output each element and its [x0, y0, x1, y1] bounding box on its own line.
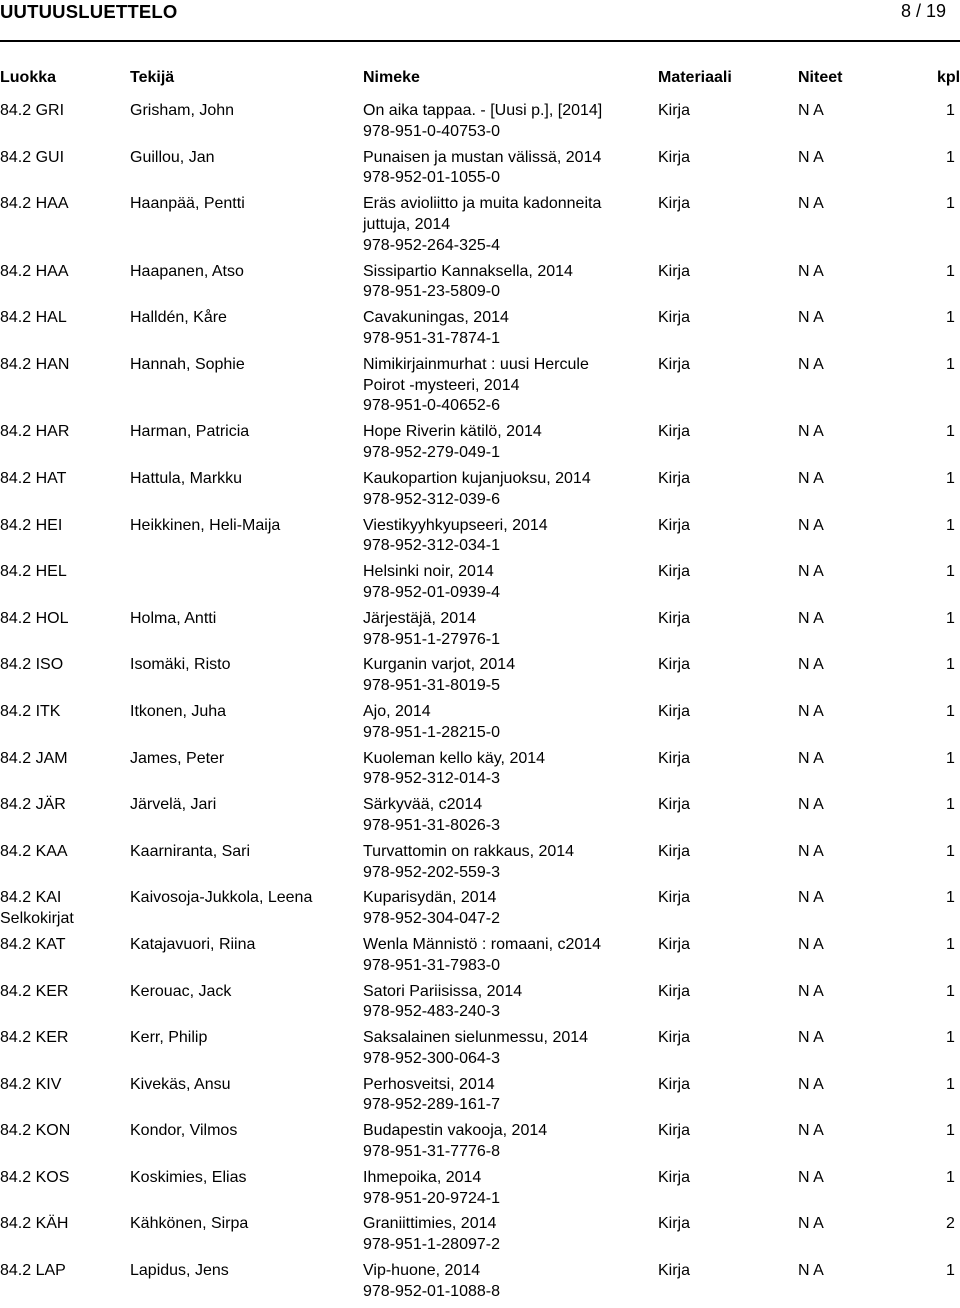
- title-line: Punaisen ja mustan välissä, 2014: [363, 148, 602, 166]
- isbn: 978-951-31-7776-8: [363, 1143, 500, 1161]
- table-row: [0, 308, 960, 355]
- isbn: 978-951-1-28215-0: [363, 723, 500, 741]
- column-header-kpl: kpl: [937, 69, 960, 86]
- table-row: [0, 935, 960, 982]
- cell-kpl: 1: [946, 796, 955, 814]
- title-line: Kurganin varjot, 2014: [363, 656, 516, 674]
- cell-materiaali: Kirja: [658, 702, 691, 720]
- isbn: 978-951-0-40753-0: [363, 122, 500, 140]
- cell-luokka: 84.2 KAI: [0, 889, 62, 907]
- cell-kpl: 2: [946, 1215, 955, 1233]
- table-row: [0, 749, 960, 796]
- table-row: [0, 1214, 960, 1261]
- column-header-nimeke: Nimeke: [363, 69, 420, 86]
- title-line: Ajo, 2014: [363, 702, 431, 720]
- cell-kpl: 1: [946, 656, 955, 674]
- column-header-tekija: Tekijä: [130, 69, 175, 86]
- isbn: 978-952-300-064-3: [363, 1049, 500, 1067]
- cell-nimeke: [363, 1028, 588, 1070]
- table-row: [0, 355, 960, 423]
- title-line: Helsinki noir, 2014: [363, 563, 494, 581]
- cell-tekija: Haanpää, Pentti: [130, 195, 245, 213]
- cell-tekija: Kaivosoja-Jukkola, Leena: [130, 889, 313, 907]
- title-line: Eräs avioliitto ja muita kadonneita: [363, 195, 602, 213]
- cell-kpl: 1: [946, 1122, 955, 1140]
- title-line: Graniittimies, 2014: [363, 1215, 497, 1233]
- cell-tekija: Haapanen, Atso: [130, 262, 244, 280]
- cell-tekija: Harman, Patricia: [130, 423, 250, 441]
- cell-tekija: Halldén, Kåre: [130, 309, 227, 327]
- table-row: [0, 1028, 960, 1075]
- cell-tekija: Hattula, Markku: [130, 469, 243, 487]
- cell-luokka: 84.2 HEI: [0, 516, 63, 534]
- cell-nimeke: [363, 355, 589, 417]
- cell-kpl: 1: [946, 469, 955, 487]
- cell-tekija: Kähkönen, Sirpa: [130, 1215, 249, 1233]
- cell-nimeke: [363, 308, 509, 350]
- cell-luokka: 84.2 KOS: [0, 1168, 70, 1186]
- header-divider: [0, 40, 960, 42]
- cell-materiaali: Kirja: [658, 148, 691, 166]
- cell-nimeke: [363, 262, 573, 304]
- cell-kpl: 1: [946, 516, 955, 534]
- cell-materiaali: Kirja: [658, 309, 691, 327]
- isbn: 978-952-312-014-3: [363, 770, 500, 788]
- cell-materiaali: Kirja: [658, 1029, 691, 1047]
- cell-kpl: 1: [946, 889, 955, 907]
- cell-kpl: 1: [946, 935, 955, 953]
- cell-luokka: 84.2 HOL: [0, 609, 69, 627]
- cell-luokka: 84.2 KAT: [0, 935, 66, 953]
- cell-luokka: 84.2 HAL: [0, 309, 67, 327]
- isbn: 978-951-31-7983-0: [363, 956, 500, 974]
- cell-niteet: N A: [798, 935, 824, 953]
- title-line: Poirot -mysteeri, 2014: [363, 376, 520, 394]
- cell-nimeke: [363, 609, 500, 651]
- cell-materiaali: Kirja: [658, 796, 691, 814]
- column-header-luokka: Luokka: [0, 69, 57, 86]
- cell-tekija: Kaarniranta, Sari: [130, 842, 251, 860]
- table-row: [0, 148, 960, 195]
- cell-niteet: N A: [798, 355, 824, 373]
- title-line: Sissipartio Kannaksella, 2014: [363, 262, 573, 280]
- title-line: On aika tappaa. - [Uusi p.], [2014]: [363, 102, 603, 119]
- column-header-niteet: Niteet: [798, 69, 843, 86]
- cell-materiaali: Kirja: [658, 656, 691, 674]
- cell-materiaali: Kirja: [658, 563, 691, 581]
- cell-materiaali: Kirja: [658, 102, 691, 119]
- isbn: 978-951-1-28097-2: [363, 1236, 500, 1254]
- title-line: Wenla Männistö : romaani, c2014: [363, 935, 602, 953]
- cell-luokka: 84.2 KER: [0, 982, 69, 1000]
- cell-luokka: 84.2 HAR: [0, 423, 70, 441]
- cell-tekija: Grisham, John: [130, 102, 235, 119]
- cell-nimeke: [363, 1168, 500, 1210]
- cell-kpl: 1: [946, 563, 955, 581]
- title-line: Perhosveitsi, 2014: [363, 1075, 495, 1093]
- cell-tekija: Järvelä, Jari: [130, 796, 217, 814]
- cell-materiaali: Kirja: [658, 423, 691, 441]
- cell-nimeke: [363, 516, 548, 558]
- cell-niteet: N A: [798, 148, 824, 166]
- cell-materiaali: Kirja: [658, 1262, 691, 1280]
- table-row: [0, 101, 960, 148]
- cell-niteet: N A: [798, 982, 824, 1000]
- isbn: 978-952-312-034-1: [363, 537, 500, 555]
- table-row: [0, 1168, 960, 1215]
- isbn: 978-952-312-039-6: [363, 490, 500, 508]
- cell-niteet: N A: [798, 102, 824, 119]
- cell-materiaali: Kirja: [658, 355, 691, 373]
- cell-kpl: 1: [946, 842, 955, 860]
- cell-niteet: N A: [798, 563, 824, 581]
- cell-materiaali: Kirja: [658, 842, 691, 860]
- cell-luokka: 84.2 KÄH: [0, 1215, 69, 1233]
- cell-niteet: N A: [798, 1029, 824, 1047]
- cell-materiaali: Kirja: [658, 1122, 691, 1140]
- cell-nimeke: [363, 655, 515, 697]
- cell-tekija: Heikkinen, Heli-Maija: [130, 516, 281, 534]
- cell-niteet: N A: [798, 889, 824, 907]
- cell-tekija: Katajavuori, Riina: [130, 935, 256, 953]
- cell-materiaali: Kirja: [658, 262, 691, 280]
- table-row: [0, 516, 960, 563]
- catalog-list: [0, 101, 960, 1308]
- cell-niteet: N A: [798, 516, 824, 534]
- isbn: 978-952-289-161-7: [363, 1096, 500, 1114]
- cell-niteet: N A: [798, 1168, 824, 1186]
- cell-niteet: N A: [798, 262, 824, 280]
- cell-tekija: Itkonen, Juha: [130, 702, 227, 720]
- table-row: [0, 655, 960, 702]
- cell-nimeke: [363, 795, 500, 837]
- cell-tekija: Guillou, Jan: [130, 148, 215, 166]
- cell-tekija: Kerouac, Jack: [130, 982, 232, 1000]
- title-line: Kuparisydän, 2014: [363, 889, 497, 907]
- cell-tekija: Kerr, Philip: [130, 1029, 208, 1047]
- cell-nimeke: [363, 749, 545, 791]
- isbn: 978-951-31-8026-3: [363, 816, 500, 834]
- table-row: [0, 562, 960, 609]
- cell-luokka: 84.2 JAM: [0, 749, 68, 767]
- cell-niteet: N A: [798, 469, 824, 487]
- cell-tekija: Koskimies, Elias: [130, 1168, 247, 1186]
- cell-kpl: 1: [946, 262, 955, 280]
- title-line: Ihmepoika, 2014: [363, 1168, 482, 1186]
- cell-luokka: 84.2 ITK: [0, 702, 61, 720]
- cell-luokka: 84.2 KAA: [0, 842, 68, 860]
- cell-tekija: Holma, Antti: [130, 609, 217, 627]
- cell-niteet: N A: [798, 1075, 824, 1093]
- cell-niteet: N A: [798, 309, 824, 327]
- cell-luokka: 84.2 HEL: [0, 563, 67, 581]
- cell-nimeke: [363, 1214, 500, 1256]
- cell-luokka: 84.2 KON: [0, 1122, 71, 1140]
- document-title: UUTUUSLUETTELO: [0, 1, 178, 22]
- table-row: [0, 982, 960, 1029]
- cell-nimeke: [363, 194, 601, 256]
- title-line: Satori Pariisissa, 2014: [363, 982, 523, 1000]
- isbn: 978-951-1-27976-1: [363, 630, 500, 648]
- cell-niteet: N A: [798, 702, 824, 720]
- cell-kpl: 1: [946, 102, 955, 119]
- cell-tekija: Lapidus, Jens: [130, 1262, 229, 1280]
- isbn: 978-951-31-8019-5: [363, 677, 500, 695]
- cell-niteet: N A: [798, 1262, 824, 1280]
- cell-kpl: 1: [946, 609, 955, 627]
- title-line: Särkyvää, c2014: [363, 796, 483, 814]
- cell-materiaali: Kirja: [658, 982, 691, 1000]
- cell-nimeke: [363, 935, 601, 977]
- table-row: [0, 842, 960, 889]
- title-line: Järjestäjä, 2014: [363, 609, 476, 627]
- title-line: juttuja, 2014: [363, 215, 451, 233]
- cell-kpl: 1: [946, 1029, 955, 1047]
- title-line: Vip-huone, 2014: [363, 1262, 481, 1280]
- cell-materiaali: Kirja: [658, 1215, 691, 1233]
- cell-materiaali: Kirja: [658, 195, 691, 213]
- isbn: 978-951-23-5809-0: [363, 283, 500, 301]
- cell-materiaali: Kirja: [658, 516, 691, 534]
- cell-niteet: N A: [798, 423, 824, 441]
- table-row: [0, 262, 960, 309]
- isbn: 978-951-0-40652-6: [363, 397, 500, 415]
- title-line: Budapestin vakooja, 2014: [363, 1122, 548, 1140]
- cell-kpl: 1: [946, 423, 955, 441]
- table-row: [0, 422, 960, 469]
- isbn: 978-952-483-240-3: [363, 1003, 500, 1021]
- title-line: Turvattomin on rakkaus, 2014: [363, 842, 575, 860]
- cell-kpl: 1: [946, 749, 955, 767]
- cell-kpl: 1: [946, 148, 955, 166]
- cell-materiaali: Kirja: [658, 1168, 691, 1186]
- title-line: Kuoleman kello käy, 2014: [363, 749, 546, 767]
- cell-kpl: 1: [946, 1168, 955, 1186]
- cell-materiaali: Kirja: [658, 469, 691, 487]
- cell-niteet: N A: [798, 749, 824, 767]
- cell-luokka: 84.2 GUI: [0, 148, 65, 166]
- cell-kpl: 1: [946, 309, 955, 327]
- isbn: 978-951-20-9724-1: [363, 1189, 500, 1207]
- cell-luokka: 84.2 GRI: [0, 102, 65, 119]
- column-header-materiaali: Materiaali: [658, 69, 732, 86]
- cell-niteet: N A: [798, 656, 824, 674]
- cell-niteet: N A: [798, 842, 824, 860]
- cell-tekija: Kondor, Vilmos: [130, 1122, 238, 1140]
- isbn: 978-952-279-049-1: [363, 444, 500, 462]
- cell-kpl: 1: [946, 1075, 955, 1093]
- cell-luokka: 84.2 KIV: [0, 1075, 62, 1093]
- cell-nimeke: [363, 422, 542, 464]
- cell-luokka: 84.2 KER: [0, 1029, 69, 1047]
- cell-kpl: 1: [946, 982, 955, 1000]
- cell-tekija: Kivekäs, Ansu: [130, 1075, 231, 1093]
- cell-nimeke: [363, 1261, 500, 1303]
- cell-tekija: Hannah, Sophie: [130, 355, 245, 373]
- cell-niteet: N A: [798, 1215, 824, 1233]
- cell-luokka: 84.2 HAA: [0, 262, 69, 280]
- cell-luokka: 84.2 JÄR: [0, 796, 66, 814]
- isbn: 978-952-01-1055-0: [363, 169, 500, 187]
- table-row: [0, 1075, 960, 1122]
- cell-tekija: Isomäki, Risto: [130, 656, 231, 674]
- cell-materiaali: Kirja: [658, 1075, 691, 1093]
- isbn: 978-952-264-325-4: [363, 236, 500, 254]
- cell-luokka: 84.2 HAA: [0, 195, 69, 213]
- isbn: 978-951-31-7874-1: [363, 330, 500, 348]
- table-row: [0, 609, 960, 656]
- isbn: 978-952-202-559-3: [363, 863, 500, 881]
- cell-niteet: N A: [798, 195, 824, 213]
- cell-nimeke: [363, 1075, 500, 1117]
- page-number: 8 / 19: [900, 1, 946, 21]
- cell-nimeke: [363, 982, 522, 1024]
- title-line: Cavakuningas, 2014: [363, 309, 509, 327]
- cell-nimeke: [363, 702, 500, 744]
- cell-nimeke: [363, 842, 574, 884]
- cell-nimeke: [363, 888, 500, 930]
- isbn: 978-952-304-047-2: [363, 910, 500, 928]
- cell-materiaali: Kirja: [658, 889, 691, 907]
- title-line: Hope Riverin kätilö, 2014: [363, 423, 542, 441]
- cell-tekija: James, Peter: [130, 749, 225, 767]
- table-row: [0, 795, 960, 842]
- cell-kpl: 1: [946, 195, 955, 213]
- cell-niteet: N A: [798, 796, 824, 814]
- cell-nimeke: [363, 469, 591, 511]
- table-row: [0, 194, 960, 262]
- cell-materiaali: Kirja: [658, 935, 691, 953]
- cell-niteet: N A: [798, 609, 824, 627]
- isbn: 978-952-01-1088-8: [363, 1282, 500, 1300]
- title-line: Saksalainen sielunmessu, 2014: [363, 1029, 589, 1047]
- table-row: [0, 1121, 960, 1168]
- cell-luokka: 84.2 ISO: [0, 656, 64, 674]
- cell-nimeke: [363, 562, 500, 604]
- cell-kpl: 1: [946, 1262, 955, 1280]
- isbn: 978-952-01-0939-4: [363, 583, 500, 601]
- title-line: Viestikyyhkyupseeri, 2014: [363, 516, 548, 534]
- cell-kpl: 1: [946, 355, 955, 373]
- table-row: [0, 702, 960, 749]
- cell-luokka: 84.2 LAP: [0, 1262, 66, 1280]
- title-line: Nimikirjainmurhat : uusi Hercule: [363, 355, 589, 373]
- cell-luokka-extra: Selkokirjat: [0, 910, 74, 928]
- cell-kpl: 1: [946, 702, 955, 720]
- cell-materiaali: Kirja: [658, 749, 691, 767]
- table-row: [0, 888, 960, 935]
- cell-materiaali: Kirja: [658, 609, 691, 627]
- cell-nimeke: [363, 1121, 547, 1163]
- table-row: [0, 1261, 960, 1308]
- table-row: [0, 469, 960, 516]
- title-line: Kaukopartion kujanjuoksu, 2014: [363, 469, 591, 487]
- cell-nimeke: [363, 101, 602, 143]
- cell-luokka: 84.2 HAT: [0, 469, 67, 487]
- cell-niteet: N A: [798, 1122, 824, 1140]
- cell-luokka: 84.2 HAN: [0, 355, 70, 373]
- cell-nimeke: [363, 148, 601, 190]
